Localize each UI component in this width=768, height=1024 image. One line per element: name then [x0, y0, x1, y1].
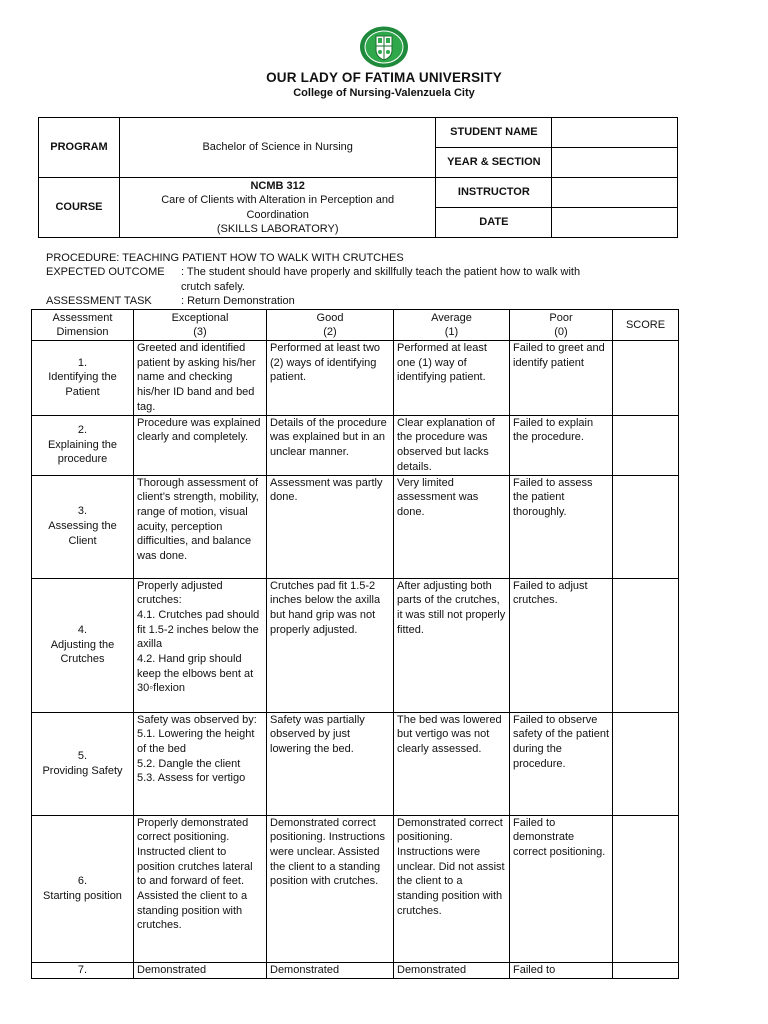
exceptional-criteria	[134, 962, 267, 978]
table-row	[32, 475, 679, 578]
assessment-task-label: ASSESSMENT TASK	[46, 295, 152, 307]
header-exceptional-label: Exceptional	[171, 312, 229, 324]
good-criteria	[267, 475, 394, 578]
dimension-cell	[32, 415, 134, 475]
university-seal-logo	[359, 26, 409, 68]
student-info-table	[38, 117, 678, 238]
exceptional-criteria-line: Demonstrated	[137, 963, 207, 976]
exceptional-criteria-line: Greeted and identified patient by asking his/her name and checking his/her ID band and bed tag.	[137, 342, 256, 413]
exceptional-criteria	[134, 712, 267, 815]
average-criteria-line: Demonstrated correct positioning. Instructions were unclear. Did not assist the client to a standing position with crutches.	[397, 816, 505, 917]
course-title: Care of Clients with Alteration in Perception and Coordination	[161, 194, 395, 221]
exceptional-criteria-line: Properly demonstrated correct positioning. Instructed client to position crutches lateral to and forward of feet. Assisted the client to a standing position with crutches.	[137, 816, 253, 932]
exceptional-criteria	[134, 341, 267, 416]
poor-criteria-line: Failed to adjust crutches.	[513, 579, 588, 607]
good-criteria	[267, 962, 394, 978]
exceptional-criteria-line: Properly adjusted crutches:	[137, 579, 223, 607]
header-average-label: Average	[431, 312, 472, 324]
rubric-body	[32, 341, 679, 979]
average-criteria-line: Very limited assessment was done.	[397, 476, 479, 518]
poor-criteria-line: Failed to greet and identify patient	[513, 342, 605, 369]
dimension-label: Identifying the Patient	[48, 371, 117, 399]
dimension-cell	[32, 815, 134, 962]
header-poor	[510, 310, 613, 341]
poor-criteria-line: Failed to observe safety of the patient during the procedure.	[513, 713, 610, 770]
instructor-field[interactable]	[552, 178, 678, 208]
poor-criteria-line: Failed to	[513, 963, 556, 976]
average-criteria-line: After adjusting both parts of the crutches, it was still not properly fitted.	[397, 579, 506, 636]
date-label: DATE	[436, 208, 552, 238]
table-row	[32, 341, 679, 416]
dimension-number: 7.	[77, 963, 88, 976]
dimension-number: 6.	[77, 874, 88, 887]
student-name-label: STUDENT NAME	[436, 118, 552, 148]
exceptional-criteria	[134, 578, 267, 712]
exceptional-criteria-line: Procedure was explained clearly and completely.	[137, 416, 261, 444]
score-field[interactable]	[613, 341, 679, 416]
exceptional-criteria	[134, 475, 267, 578]
exceptional-criteria	[134, 815, 267, 962]
table-row	[32, 415, 679, 475]
good-criteria-line: Crutches pad fit 1.5-2 inches below the axilla but hand grip was not properly adjusted.	[270, 579, 381, 636]
dimension-cell	[32, 341, 134, 416]
table-row	[32, 962, 679, 978]
assessment-rubric-table	[31, 309, 679, 979]
course-value	[119, 178, 435, 238]
average-criteria	[394, 341, 510, 416]
dimension-cell	[32, 712, 134, 815]
header-exceptional-points: (3)	[193, 326, 207, 338]
exceptional-criteria-line: 4.2. Hand grip should keep the elbows bent at 30◦flexion	[137, 653, 254, 695]
header-average-points: (1)	[444, 326, 459, 338]
good-criteria-line: Details of the procedure was explained but in an unclear manner.	[270, 416, 387, 458]
procedure-title: PROCEDURE: TEACHING PATIENT HOW TO WALK WITH CRUTCHES	[46, 252, 404, 264]
poor-criteria	[510, 712, 613, 815]
dimension-number: 4.	[77, 623, 88, 636]
good-criteria	[267, 578, 394, 712]
header-score: SCORE	[613, 310, 679, 341]
average-criteria-line: Clear explanation of the procedure was observed but lacks details.	[397, 416, 495, 473]
assessment-task	[46, 294, 295, 309]
header-dimension: Assessment Dimension	[32, 310, 134, 341]
exceptional-criteria-line: 5.2. Dangle the client	[137, 757, 241, 770]
header-good	[267, 310, 394, 341]
average-criteria-line: The bed was lowered but vertigo was not clearly assessed.	[397, 713, 502, 755]
student-name-field[interactable]	[552, 118, 678, 148]
header-average	[394, 310, 510, 341]
instructor-label: INSTRUCTOR	[436, 178, 552, 208]
average-criteria	[394, 475, 510, 578]
average-criteria	[394, 962, 510, 978]
header-good-points: (2)	[323, 326, 337, 338]
program-label: PROGRAM	[39, 118, 120, 178]
score-field[interactable]	[613, 415, 679, 475]
dimension-number: 5.	[77, 749, 88, 762]
dimension-cell	[32, 962, 134, 978]
expected-outcome-text: : The student should have properly and skillfully teach the patient how to walk with	[181, 266, 581, 278]
score-field[interactable]	[613, 712, 679, 815]
poor-criteria	[510, 475, 613, 578]
poor-criteria	[510, 578, 613, 712]
university-name: OUR LADY OF FATIMA UNIVERSITY	[266, 70, 502, 85]
good-criteria-line: Assessment was partly done.	[270, 476, 383, 504]
score-field[interactable]	[613, 962, 679, 978]
dimension-label: Starting position	[43, 889, 122, 902]
dimension-label: Providing Safety	[42, 764, 123, 777]
exceptional-criteria-line: 5.1. Lowering the height of the bed	[137, 728, 255, 755]
header-poor-label: Poor	[549, 312, 573, 324]
table-row	[32, 578, 679, 712]
average-criteria-line: Demonstrated	[397, 963, 467, 976]
average-criteria	[394, 578, 510, 712]
dimension-number: 2.	[77, 423, 88, 436]
college-name: College of Nursing-Valenzuela City	[293, 87, 475, 99]
poor-criteria-line: Failed to assess the patient thoroughly.	[513, 476, 593, 518]
good-criteria-line: Demonstrated	[270, 963, 340, 976]
good-criteria	[267, 341, 394, 416]
exceptional-criteria-line: 4.1. Crutches pad should fit 1.5-2 inches below the axilla	[137, 608, 260, 651]
poor-criteria	[510, 815, 613, 962]
dimension-cell	[32, 475, 134, 578]
expected-outcome-text-cont: crutch safely.	[181, 281, 245, 293]
dimension-label: Assessing the Client	[48, 520, 117, 547]
expected-outcome-label: EXPECTED OUTCOME	[46, 266, 165, 278]
good-criteria	[267, 415, 394, 475]
rubric-header-row	[32, 310, 679, 341]
good-criteria-line: Safety was partially observed by just lowering the bed.	[270, 713, 365, 755]
average-criteria-line: Performed at least one (1) way of identifying patient.	[397, 342, 487, 384]
header-exceptional	[134, 310, 267, 341]
exceptional-criteria-line: Thorough assessment of client’s strength, mobility, range of motion, visual acuity, perception difficulties, and balance was done.	[137, 476, 259, 563]
average-criteria	[394, 712, 510, 815]
program-value: Bachelor of Science in Nursing	[119, 118, 435, 178]
header-good-label: Good	[316, 312, 344, 324]
good-criteria-line: Demonstrated correct positioning. Instructions were unclear. Assisted the client to a standing position with crutches.	[270, 816, 385, 888]
year-section-label: YEAR & SECTION	[436, 148, 552, 178]
dimension-number: 3.	[77, 505, 88, 518]
course-note: (SKILLS LABORATORY)	[216, 223, 339, 235]
assessment-task-value: : Return Demonstration	[181, 295, 295, 307]
dimension-label: Explaining the procedure	[47, 438, 118, 466]
good-criteria	[267, 712, 394, 815]
dimension-label: Adjusting the Crutches	[50, 638, 115, 666]
table-row	[32, 815, 679, 962]
good-criteria	[267, 815, 394, 962]
average-criteria	[394, 815, 510, 962]
expected-outcome	[46, 265, 580, 280]
year-section-field[interactable]	[552, 148, 678, 178]
course-label: COURSE	[39, 178, 120, 238]
exceptional-criteria	[134, 415, 267, 475]
exceptional-criteria-line: Safety was observed by:	[137, 713, 257, 726]
good-criteria-line: Performed at least two (2) ways of identifying patient.	[270, 342, 381, 384]
score-field[interactable]	[613, 475, 679, 578]
dimension-cell	[32, 578, 134, 712]
poor-criteria	[510, 341, 613, 416]
dimension-number: 1.	[77, 356, 88, 369]
score-field[interactable]	[613, 815, 679, 962]
exceptional-criteria-line: 5.3. Assess for vertigo	[137, 772, 246, 785]
poor-criteria-line: Failed to explain the procedure.	[513, 416, 594, 444]
header-poor-points: (0)	[554, 326, 568, 338]
course-code: NCMB 312	[250, 179, 305, 192]
poor-criteria	[510, 415, 613, 475]
poor-criteria-line: Failed to demonstrate correct positioning.	[513, 816, 606, 858]
poor-criteria	[510, 962, 613, 978]
table-row	[32, 712, 679, 815]
date-field[interactable]	[552, 208, 678, 238]
score-field[interactable]	[613, 578, 679, 712]
average-criteria	[394, 415, 510, 475]
